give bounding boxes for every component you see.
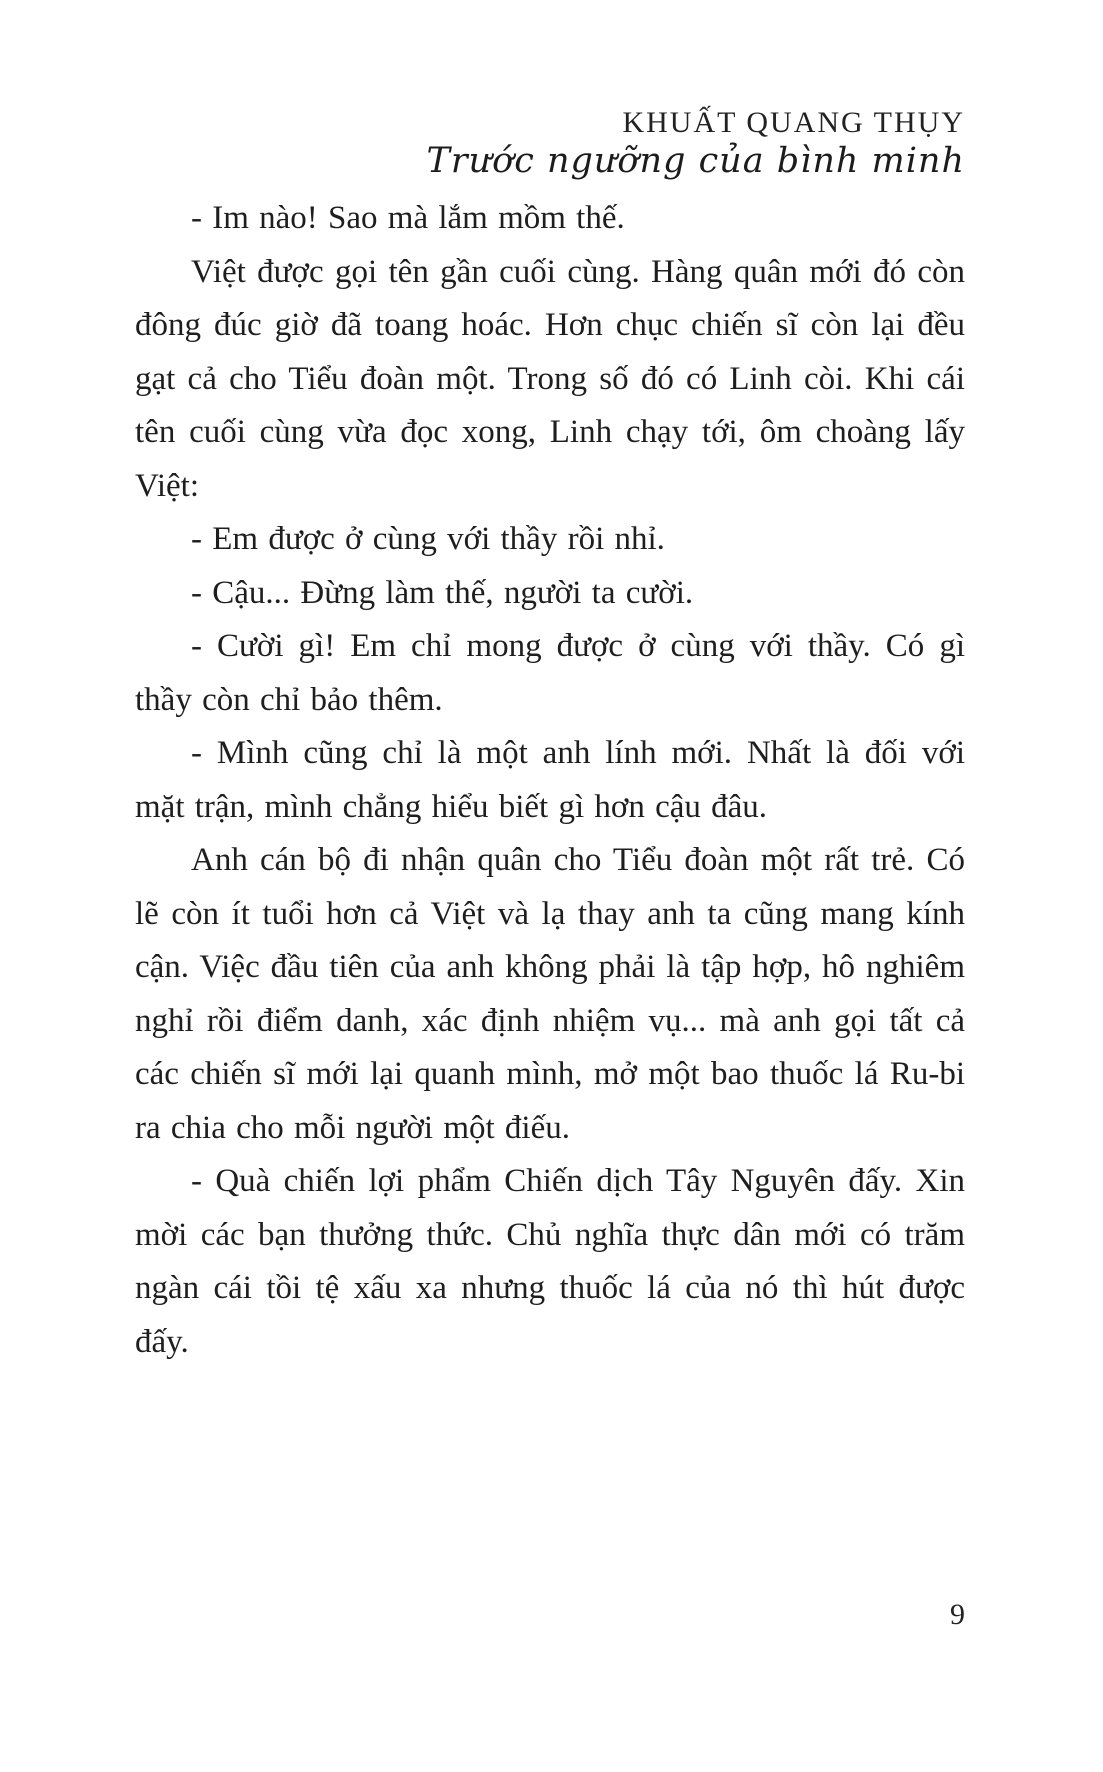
header-author-name: KHUẤT QUANG THỤY xyxy=(622,106,965,139)
header-book-title: Trước ngưỡng của bình minh xyxy=(426,141,965,181)
paragraph-dialogue-6: - Quà chiến lợi phẩm Chiến dịch Tây Nguyên đấy. Xin mời các bạn thưởng thức. Chủ nghĩa thực dân mới có trăm ngàn cái tồi tệ xấu xa nhưng thuốc lá của nó thì hút được đấy. xyxy=(135,1163,965,1360)
paragraph-narrative-2: Anh cán bộ đi nhận quân cho Tiểu đoàn một rất trẻ. Có lẽ còn ít tuổi hơn cả Việt và lạ thay anh ta cũng mang kính cận. Việc đầu tiên của anh không phải là tập hợp, hô nghiêm nghỉ rồi điểm danh, xác định nhiệm vụ... mà anh gọi tất cả các chiến sĩ mới lại quanh mình, mở một bao thuốc lá Ru-bi ra chia cho mỗi người một điếu. xyxy=(135,842,965,1146)
running-header xyxy=(135,106,965,182)
paragraph-dialogue-5: - Mình cũng chỉ là một anh lính mới. Nhất là đối với mặt trận, mình chẳng hiểu biết gì hơn cậu đâu. xyxy=(135,735,965,825)
page-number: 9 xyxy=(950,1598,965,1631)
paragraph-narrative-1: Việt được gọi tên gần cuối cùng. Hàng quân mới đó còn đông đúc giờ đã toang hoác. Hơn chục chiến sĩ còn lại đều gạt cả cho Tiểu đoàn một. Trong số đó có Linh còi. Khi cái tên cuối cùng vừa đọc xong, Linh chạy tới, ôm choàng lấy Việt: xyxy=(135,253,965,504)
paragraph-dialogue-3: - Cậu... Đừng làm thế, người ta cười. xyxy=(191,574,694,611)
paragraph-dialogue-4: - Cười gì! Em chỉ mong được ở cùng với thầy. Có gì thầy còn chỉ bảo thêm. xyxy=(135,628,965,718)
paragraph-dialogue-1: - Im nào! Sao mà lắm mồm thế. xyxy=(191,200,625,236)
body-text-column xyxy=(135,192,965,1369)
paragraph-dialogue-2: - Em được ở cùng với thầy rồi nhỉ. xyxy=(191,521,665,557)
